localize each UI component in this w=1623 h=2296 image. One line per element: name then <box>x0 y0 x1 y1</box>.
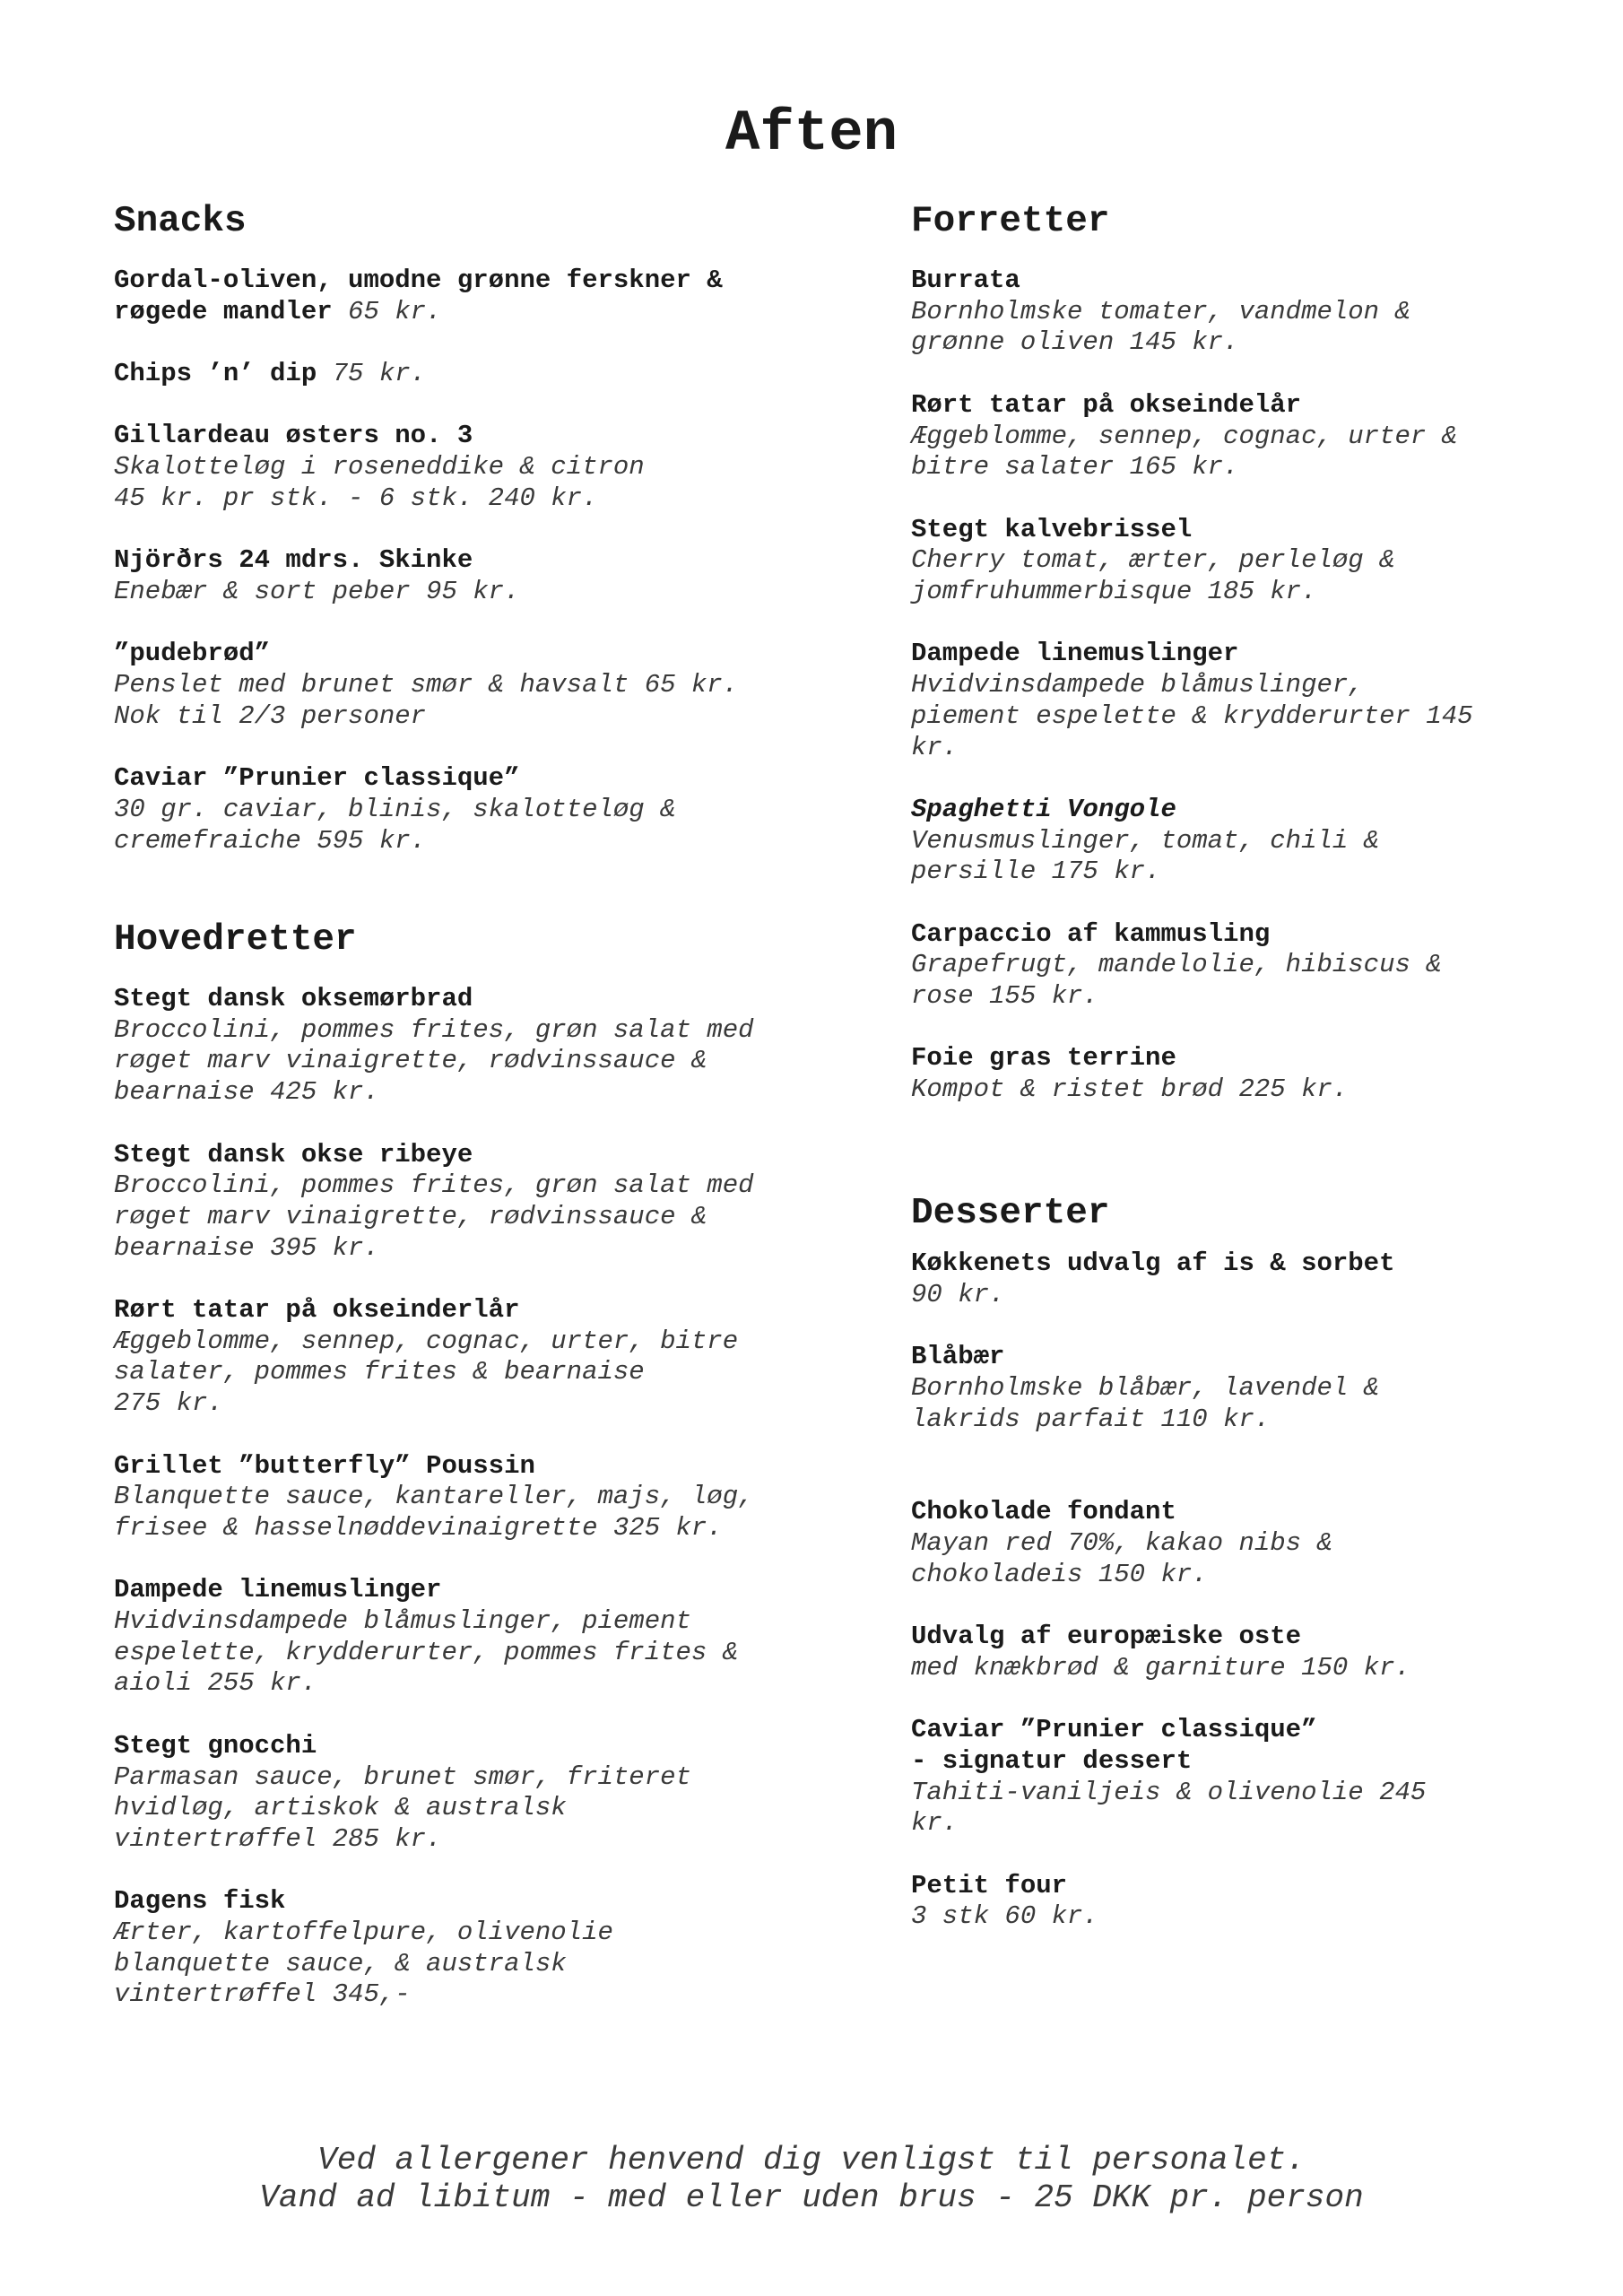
menu-item <box>114 639 831 732</box>
item-name: Caviar ”Prunier classique” <box>114 763 520 794</box>
snacks-section <box>114 199 831 888</box>
item-name: Stegt dansk okse ribeye <box>114 1139 473 1170</box>
item-name: Dampede linemuslinger <box>911 639 1239 669</box>
item-name: Udvalg af europæiske oste <box>911 1622 1302 1651</box>
item-description: Hvidvinsdampede blåmuslinger, piement espelette & krydderurter 145 kr. <box>911 670 1473 762</box>
menu-item <box>911 1871 1539 1933</box>
item-name: Dampede linemuslinger <box>114 1575 442 1605</box>
item-description: Enebær & sort peber 95 kr. <box>114 576 520 606</box>
menu-item <box>911 795 1539 888</box>
menu-item <box>114 984 831 1109</box>
item-price: 65 kr. <box>332 296 442 326</box>
item-description: 3 stk 60 kr. <box>911 1901 1098 1932</box>
section-heading-desserter: Desserter <box>911 1193 1110 1234</box>
item-name: Njörðrs 24 mdrs. Skinke <box>114 545 473 576</box>
item-description: Mayan red 70%, kakao nibs & chokoladeis 150 kr. <box>911 1527 1332 1589</box>
item-description: Tahiti-vaniljeis & olivenolie 245 kr. <box>911 1777 1427 1839</box>
menu-item <box>911 1715 1539 1839</box>
menu-item <box>114 1451 831 1544</box>
menu-item <box>114 359 831 390</box>
menu-item <box>114 763 831 857</box>
item-name: Køkkenets udvalg af is & sorbet <box>911 1248 1395 1278</box>
item-description: Parmasan sauce, brunet smør, friteret hvidløg, artiskok & australsk vintertrøffel 285 kr. <box>114 1761 691 1854</box>
item-description: Grapefrugt, mandelolie, hibiscus & rose 155 kr. <box>911 950 1442 1012</box>
forretter-section <box>911 199 1539 1137</box>
section-heading-snacks: Snacks <box>114 201 247 242</box>
menu-item <box>911 390 1539 483</box>
item-description: Bornholmske blåbær, lavendel & lakrids parfait 110 kr. <box>911 1372 1380 1434</box>
item-description: Æggeblomme, sennep, cognac, urter, bitre salater, pommes frites & bearnaise 275 kr. <box>114 1326 739 1419</box>
item-description: Broccolini, pommes frites, grøn salat med røget marv vinaigrette, rødvinssauce & bearnaise 395 kr. <box>114 1170 754 1263</box>
item-name: Grillet ”butterfly” Poussin <box>114 1450 535 1481</box>
menu-item <box>114 1295 831 1420</box>
item-name: Chokolade fondant <box>911 1497 1176 1527</box>
menu-item <box>114 1140 831 1265</box>
item-name: Spaghetti Vongole <box>911 794 1176 824</box>
allergen-note: Ved allergener henvend dig venligst til personalet. <box>317 2142 1306 2179</box>
menu-item <box>911 1622 1539 1683</box>
footer-note <box>0 2142 1623 2217</box>
menu-item <box>911 1248 1539 1310</box>
menu-item <box>911 265 1539 359</box>
menu-item <box>114 545 831 607</box>
item-description: Bornholmske tomater, vandmelon & grønne oliven 145 kr. <box>911 296 1410 358</box>
menu-item <box>114 1886 831 2011</box>
section-heading-forretter: Forretter <box>911 201 1110 242</box>
item-name: Gillardeau østers no. 3 <box>114 421 473 451</box>
section-heading-hovedretter: Hovedretter <box>114 919 357 961</box>
desserter-section <box>911 1191 1539 1964</box>
item-name: Chips ’n’ dip <box>114 359 317 389</box>
item-description: Blanquette sauce, kantareller, majs, løg, frisee & hasselnøddevinaigrette 325 kr. <box>114 1482 754 1543</box>
item-description: Hvidvinsdampede blåmuslinger, piement espelette, krydderurter, pommes frites & aioli 255 kr. <box>114 1606 739 1699</box>
item-name: Rørt tatar på okseindelår <box>911 389 1302 420</box>
item-description: 90 kr. <box>911 1279 1005 1309</box>
item-name: Stegt kalvebrissel <box>911 514 1193 544</box>
item-name: Gordal-oliven, umodne grønne ferskner & røgede mandler <box>114 265 723 326</box>
item-name: Caviar ”Prunier classique” - signatur dessert <box>911 1715 1317 1776</box>
menu-item <box>114 1575 831 1700</box>
menu-item <box>114 1731 831 1856</box>
item-description: Ærter, kartoffelpure, olivenolie blanquette sauce, & australsk vintertrøffel 345,- <box>114 1918 613 2010</box>
item-name: Petit four <box>911 1870 1068 1900</box>
item-name: Carpaccio af kammusling <box>911 918 1271 949</box>
hovedretter-section <box>114 918 831 2042</box>
item-name: Foie gras terrine <box>911 1043 1176 1074</box>
menu-item <box>911 515 1539 608</box>
item-price: 75 kr. <box>317 359 427 389</box>
menu-item <box>114 421 831 514</box>
page-title: Aften <box>725 102 898 167</box>
item-name: Stegt dansk oksemørbrad <box>114 984 473 1013</box>
menu-item <box>911 1043 1539 1105</box>
water-note: Vand ad libitum - med eller uden brus - 25 DKK pr. person <box>259 2179 1364 2216</box>
item-description: med knækbrød & garniture 150 kr. <box>911 1652 1410 1683</box>
item-description: Venusmuslinger, tomat, chili & persille 175 kr. <box>911 825 1380 887</box>
item-description: Penslet med brunet smør & havsalt 65 kr. Nok til 2/3 personer <box>114 670 739 731</box>
item-description: Kompot & ristet brød 225 kr. <box>911 1074 1349 1105</box>
item-name: Stegt gnocchi <box>114 1730 317 1761</box>
item-name: Blåbær <box>911 1342 1005 1372</box>
item-description: Cherry tomat, ærter, perleløg & jomfruhummerbisque 185 kr. <box>911 545 1395 606</box>
item-description: Æggeblomme, sennep, cognac, urter & bitre salater 165 kr. <box>911 421 1458 483</box>
menu-item <box>911 1497 1539 1590</box>
item-name: Dagens fisk <box>114 1886 286 1917</box>
item-description: 30 gr. caviar, blinis, skalotteløg & cremefraiche 595 kr. <box>114 794 676 856</box>
menu-item <box>114 265 831 327</box>
menu-item <box>911 1342 1539 1435</box>
item-description: Broccolini, pommes frites, grøn salat med røget marv vinaigrette, rødvinssauce & bearnaise 425 kr. <box>114 1014 754 1108</box>
item-name: Burrata <box>911 265 1020 295</box>
item-name: Rørt tatar på okseinderlår <box>114 1295 520 1325</box>
menu-item <box>911 639 1539 763</box>
menu-item <box>911 919 1539 1013</box>
item-name: ”pudebrød” <box>114 639 271 669</box>
item-description: Skalotteløg i roseneddike & citron 45 kr. pr stk. - 6 stk. 240 kr. <box>114 452 645 513</box>
